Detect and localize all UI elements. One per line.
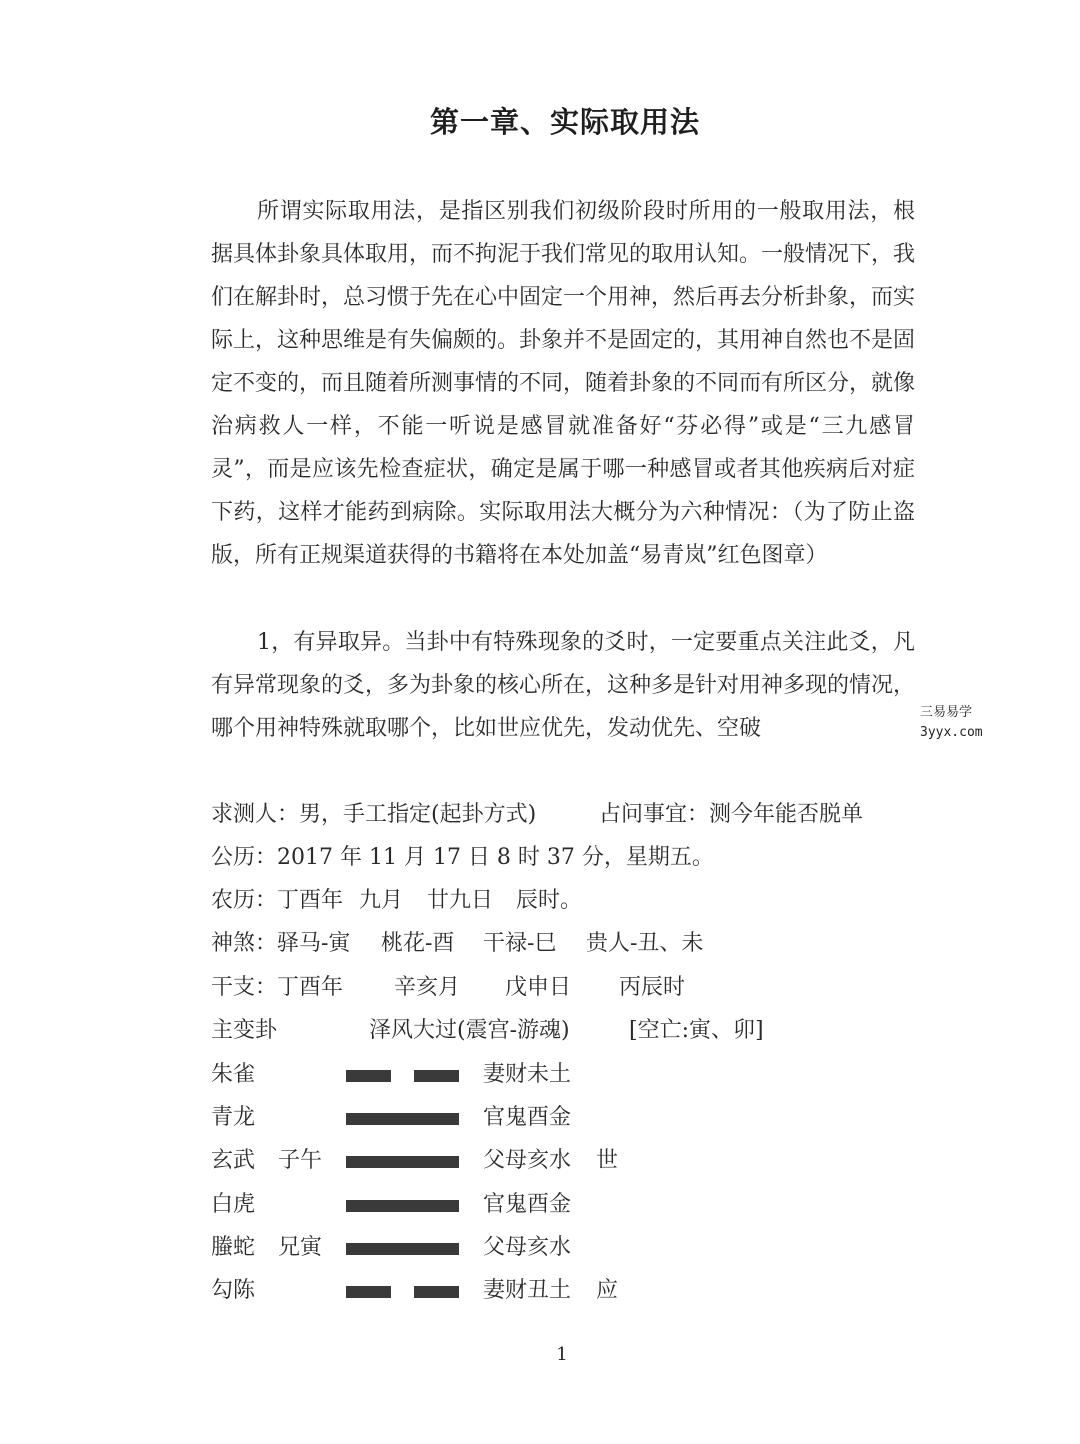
line-segment [346, 1156, 459, 1168]
fushen: 兄寅 [278, 1234, 323, 1260]
chapter-title: 第一章、实际取用法 [429, 105, 700, 139]
yang-line [346, 1243, 459, 1255]
shensha-yima: 神煞：驿马-寅 [211, 931, 351, 956]
shensha-taohua: 桃花-酉 [381, 931, 455, 956]
liuqin: 官鬼酉金 [483, 1191, 572, 1217]
hexagram-label: 主变卦 [211, 1018, 278, 1043]
six-god: 青龙 [211, 1105, 256, 1131]
hexagram-name: 泽风大过(震宫-游魂) [369, 1018, 570, 1043]
ganzhi-month: 辛亥月 [394, 975, 461, 1000]
ganzhi-day: 戊申日 [505, 975, 572, 1000]
line-segment [346, 1070, 391, 1082]
shi-ying-mark: 应 [596, 1278, 619, 1303]
yin-line [346, 1286, 459, 1298]
yao-row [211, 1183, 711, 1226]
yao-row [211, 1269, 711, 1312]
ganzhi-year: 干支：丁酉年 [211, 975, 344, 1000]
lunar-month: 九月 [359, 888, 404, 913]
six-god: 螣蛇 [211, 1234, 256, 1260]
yin-line [346, 1070, 459, 1082]
liuqin: 官鬼酉金 [483, 1105, 572, 1131]
solar-date: 公历：2017 年 11 月 17 日 8 时 37 分，星期五。 [211, 845, 714, 870]
liuqin: 妻财未土 [483, 1062, 572, 1087]
page-number: 1 [556, 1344, 568, 1365]
watermark-name: 三易易学 [920, 705, 973, 720]
six-god: 白虎 [211, 1191, 256, 1217]
paragraph-intro: 所谓实际取用法，是指区别我们初级阶段时所用的一般取用法，根据具体卦象具体取用，而不拘泥于我们常见的取用认知。一般情况下，我们在解卦时，总习惯于先在心中固定一个用神，然后再去分析卦象，而实际上，这种思维是有失偏颇的。卦象并不是固定的，其用神自然也不是固定不变的，而且随着所测事情的不同，随着卦象的不同而有所区分，就像治病救人一样，不能一听说是感冒就准备好“芬必得”或是“三九感冒灵”，而是应该先检查症状，确定是属于哪一种感冒或者其他疾病后对症下药，这样才能药到病除。实际取用法大概分为六种情况：（为了防止盗版，所有正规渠道获得的书籍将在本处加盖“易青岚”红色图章） [211, 199, 916, 568]
line-segment [346, 1243, 459, 1255]
yang-line [346, 1200, 459, 1212]
lunar-year: 农历：丁酉年 [211, 888, 344, 913]
question-matter: 占问事宜：测今年能否脱单 [599, 802, 864, 827]
lunar-day: 廿九日 [427, 888, 494, 913]
yang-line [346, 1113, 459, 1125]
liuqin: 父母亥水 [483, 1234, 572, 1260]
site-watermark [920, 703, 983, 743]
fushen: 子午 [278, 1148, 323, 1174]
lunar-hour: 辰时。 [516, 888, 583, 913]
yang-line [346, 1156, 459, 1168]
watermark-url: 3yyx.com [920, 725, 983, 740]
shi-ying-mark: 世 [596, 1148, 619, 1174]
six-god: 朱雀 [211, 1062, 256, 1087]
line-segment [414, 1286, 459, 1298]
ganzhi-hour: 丙辰时 [619, 975, 686, 1000]
six-god: 勾陈 [211, 1278, 256, 1303]
line-segment [414, 1070, 459, 1082]
asker-info: 求测人：男，手工指定(起卦方式) [211, 802, 537, 827]
line-segment [346, 1286, 391, 1298]
shensha-ganlu: 干禄-巳 [483, 931, 557, 956]
paragraph-rule-1: 1，有异取异。当卦中有特殊现象的爻时，一定要重点关注此爻，凡有异常现象的爻，多为卦象的核心所在，这种多是针对用神多现的情况，哪个用神特殊就取哪个，比如世应优先，发动优先、空破 [211, 630, 915, 741]
liuqin: 父母亥水 [483, 1148, 572, 1174]
yao-row [211, 1226, 711, 1269]
yao-row [211, 1096, 711, 1139]
line-segment [346, 1113, 459, 1125]
yao-row [211, 1139, 711, 1182]
six-god: 玄武 [211, 1148, 256, 1174]
liuqin: 妻财丑土 [483, 1278, 572, 1303]
yao-row [211, 1053, 711, 1096]
shensha-guiren: 贵人-丑、未 [586, 931, 704, 956]
line-segment [346, 1200, 459, 1212]
kongwang: [空亡:寅、卯] [629, 1018, 764, 1043]
